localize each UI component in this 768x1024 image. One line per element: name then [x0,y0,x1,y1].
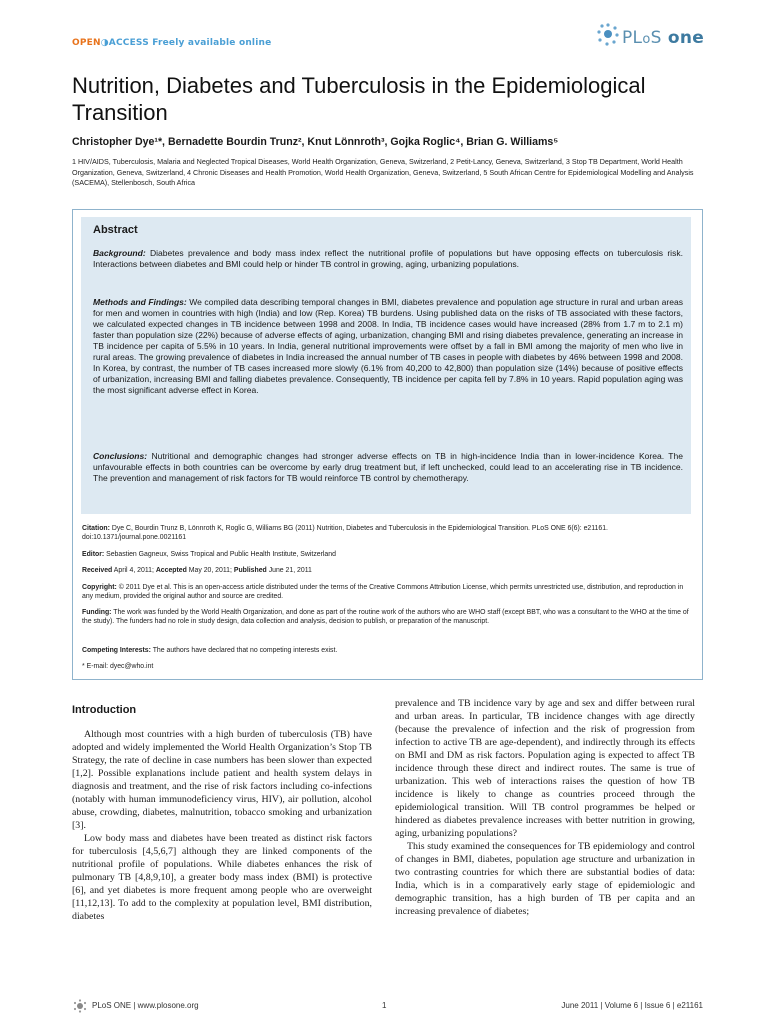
competing-label: Competing Interests: [82,647,151,654]
citation-label: Citation: [82,525,110,532]
abstract-heading: Abstract [93,224,138,236]
competing-text: The authors have declared that no competing interests exist. [150,647,338,654]
affiliations: 1 HIV/AIDS, Tuberculosis, Malaria and Neglected Tropical Diseases, World Health Organization, Geneva, Switzerland, 2 Petit-Lancy, Geneva, Switzerland, 3 Stop TB Department, World Health Organization, Geneva, Switzerland, 4 Chronic Diseases and Health Promotion, World Health Organization, Geneva, Switzerland, 5 South African Centre for Epidemiological Modelling and Analysis (SACEMA), Stellenbosch, South Africa [72,157,694,188]
methods-label: Methods and Findings: [93,297,187,307]
access-label: ACCESS Freely available online [108,38,272,48]
footer-issue: June 2011 | Volume 6 | Issue 6 | e21161 [561,1001,703,1010]
editor-text: Sebastien Gagneux, Swiss Tropical and Public Health Institute, Switzerland [104,551,336,558]
page-number: 1 [382,1001,387,1010]
copyright-label: Copyright: [82,584,117,591]
body-column-left [72,728,372,923]
plos-dots-icon [596,22,620,50]
body-column-right [395,697,695,918]
abstract-methods [93,297,683,396]
plos-footer-icon [72,999,90,1013]
citation-text: Dye C, Bourdin Trunz B, Lönnroth K, Roglic G, Williams BG (2011) Nutrition, Diabetes and Tuberculosis in the Epidemiological Transition. PLoS ONE 6(6): e21161. doi:10.1371/journal.pone.0021161 [82,525,608,542]
funding-text: The work was funded by the World Health Organization, and done as part of the routine work of the authors who are WHO staff (except BBT, who was a consultant to the WHO at the time of the study). The funders had no role in study design, data collection and analysis, decision to publish, or preparation of the manuscript. [82,609,689,626]
conclusions-label: Conclusions: [93,451,148,461]
body-paragraph: prevalence and TB incidence vary by age and sex and differ between rural and urban areas. In particular, TB incidence changes with age directly (because the prevalence of infection and the risk of progression from infection to active TB are age-dependent), and indirectly through its effects on BMI and DM as risk factors. Population aging is expected to affect TB incidence through these direct and indirect routes. The same is true of urbanization. This web of interactions raises the question of how TB incidence is likely to change as countries proceed through the epidemiological transition. Will TB control programmes be helped or hindered as diabetes prevalence increases with better nutrition in growing, aging, urbanizing populations? [395,698,695,839]
published-date: June 21, 2011 [266,567,312,574]
citation [82,524,694,543]
copyright [82,583,694,602]
logo-pl: PL [622,28,643,48]
editor [82,550,694,559]
received-label: Received [82,567,113,574]
funding-label: Funding: [82,609,112,616]
corresponding-email: * E-mail: dyec@who.int [82,663,154,670]
open-access-banner [72,38,271,48]
body-paragraph: Low body mass and diabetes have been treated as distinct risk factors for tuberculosis [4,5,6,7] although they are linked components of the nutritional profile of populations. While diabetes enhances the risk of pulmonary TB [4,8,9,10], a greater body mass index (BMI) is protective [6], and yet diabetes is more frequent among people who are overweight [11,12,13]. To add to the complexity at population level, BMI distribution, diabetes [72,833,372,922]
editor-label: Editor: [82,551,105,558]
journal-name [622,28,704,48]
received-date: April 4, 2011; [112,567,156,574]
logo-s: S [650,28,662,48]
open-label: OPEN [72,38,101,48]
body-paragraph: Although most countries with a high burden of tuberculosis (TB) have adopted and widely implemented the World Health Organization’s Stop TB Strategy, the rate of decline in case numbers has been slower than expected [1,2]. Possible explanations include patient and health system delays in diagnosis and treatment, and the rise of risk factors including co-infections (notably with human immunodeficiency virus, HIV), air pollution, alcohol abuse, crowding, diabetes, malnutrition, tobacco smoking and urbanization [3]. [72,729,372,831]
abstract-background [93,248,683,270]
logo-o: o [642,32,651,47]
logo-one: one [661,28,705,48]
conclusions-text: Nutritional and demographic changes had stronger adverse effects on TB in high-incidence India than in lower-incidence Korea. The unfavourable effects in both countries can be overcome by early drug treatment but, if left unchecked, could lead to an accelerating rise in TB incidence. The prevention and management of risk factors for TB would reinforce TB control by chemotherapy. [93,451,683,484]
body-paragraph: This study examined the consequences for TB epidemiology and control of changes in BMI, diabetes, population age structure and urbanization in two contrasting countries for which there are substantial bodies of data: India, which is in a comparatively early stage of epidemiologic and demographic transition, has a high burden of TB per capita and an increasing prevalence of diabetes; [395,841,695,917]
abstract-conclusions [93,451,683,484]
background-text: Diabetes prevalence and body mass index reflect the nutritional profile of populations but have opposing effects on tuberculosis risk. Interactions between diabetes and BMI could help or hinder TB control in growing, aging, urbanizing populations. [93,248,683,270]
paper-title: Nutrition, Diabetes and Tuberculosis in the Epidemiological Transition [72,73,646,125]
footer-journal: PLoS ONE | www.plosone.org [92,1001,199,1010]
background-label: Background: [93,248,146,258]
accepted-label: Accepted [155,567,187,574]
accepted-date: May 20, 2011; [186,567,234,574]
copyright-text: © 2011 Dye et al. This is an open-access article distributed under the terms of the Creative Commons Attribution License, which permits unrestricted use, distribution, and reproduction in any medium, provided the original author and source are credited. [82,584,684,601]
funding [82,608,694,627]
page-footer [72,999,703,1015]
introduction-heading: Introduction [72,704,137,716]
methods-text: We compiled data describing temporal changes in BMI, diabetes prevalence and population age structure in rural and urban areas for men and women in countries with high (India) and low (Rep. Korea) TB burdens. Using published data on the risks of TB associated with these factors, we calculated expected changes in TB incidence between 1998 and 2008. In India, TB incidence cases would have increased (28% from 1.7 m to 2.1 m) faster than population size (22%) because of adverse effects of aging, urbanization, changing BMI and rising diabetes prevalence, generating an increase in TB incidence per capita of 5.5% in 10 years. In India, general nutritional improvements were offset by a fall in BMI among the majority of men who live in rural areas. The growing prevalence of diabetes in India increased the annual number of TB cases in people with diabetes by 46% between 1998 and 2008. In Korea, by contrast, the number of TB cases increased more slowly (6.1% from 40,200 to 42,800) than population size (14%) because of positive effects of urbanization, increasing BMI and falling diabetes prevalence. Consequently, TB incidence per capita fell by 7.8% in 10 years. Rapid population aging was the most significant adverse effect in Korea. [93,297,683,396]
lock-icon: ◑ [100,38,109,48]
published-label: Published [233,567,267,574]
author-list: Christopher Dye¹*, Bernadette Bourdin Trunz², Knut Lönnroth³, Gojka Roglic⁴, Brian G. Williams⁵ [72,136,559,148]
dates [82,566,694,575]
competing-interests [82,646,694,655]
